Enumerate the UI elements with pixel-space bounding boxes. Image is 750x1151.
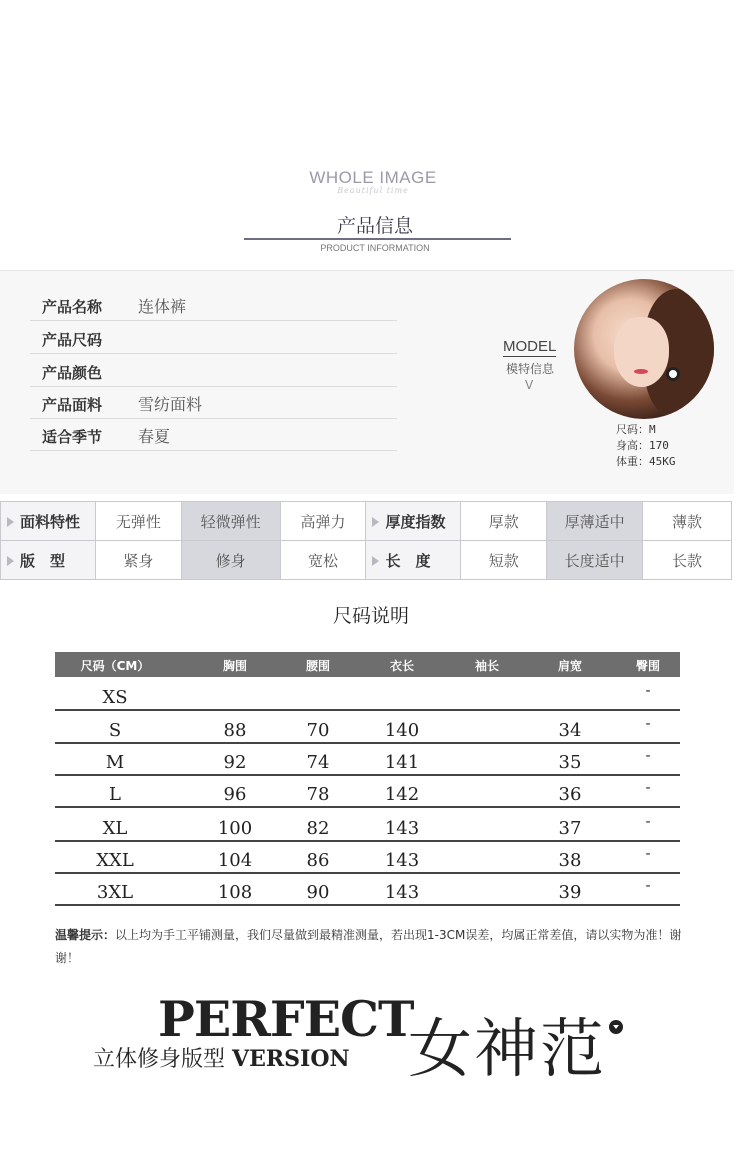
size-cell: 78 <box>306 784 330 805</box>
attribute-row <box>30 386 397 419</box>
feature-head: 面料特性 <box>1 502 96 541</box>
size-cell: 34 <box>558 720 582 741</box>
attribute-row <box>30 354 397 387</box>
model-arrow: V <box>525 378 534 392</box>
note-text: 以上均为手工平铺测量，我们尽量做到最精准测量，若出现1-3CM误差，均属正常差值，请以实物为准！谢谢！ <box>55 928 682 965</box>
size-column-header: 衣长 <box>389 659 415 673</box>
attribute-value: 春夏 <box>138 427 171 446</box>
attribute-label: 产品面料 <box>42 396 103 414</box>
chevron-down-icon <box>609 1020 623 1034</box>
size-chart-title: 尺码说明 <box>332 605 409 627</box>
size-cell: - <box>645 716 651 732</box>
size-row <box>55 712 680 744</box>
feature-option: 修身 <box>181 541 280 580</box>
size-cell: 35 <box>558 752 582 773</box>
attribute-row <box>30 418 397 451</box>
goddess-heading: 女神范 <box>408 1013 606 1087</box>
model-stats <box>616 422 676 470</box>
size-column-header: 臀围 <box>635 659 661 673</box>
size-cell: XXL <box>96 850 134 871</box>
size-cell: XL <box>102 818 128 839</box>
size-cell: - <box>645 878 651 894</box>
model-height: 身高：170 <box>616 439 669 452</box>
model-size: 尺码：M <box>616 423 656 436</box>
feature-option: 轻微弹性 <box>181 502 280 541</box>
size-cell: 37 <box>558 818 582 839</box>
size-cell: 36 <box>558 784 582 805</box>
size-cell: 74 <box>306 752 330 773</box>
size-cell: 142 <box>384 784 420 805</box>
model-sub-label: 模特信息 <box>506 362 555 376</box>
feature-head: 厚度指数 <box>366 502 461 541</box>
size-cell: - <box>645 814 651 830</box>
size-cell: - <box>645 748 651 764</box>
size-cell: 70 <box>306 720 330 741</box>
size-cell: L <box>109 784 121 805</box>
header-section <box>0 0 750 270</box>
feature-option: 短款 <box>461 541 547 580</box>
triangle-icon <box>372 517 379 527</box>
product-info-subtitle: PRODUCT INFORMATION <box>320 243 430 253</box>
size-column-header: 尺码（CM） <box>80 659 150 673</box>
script-subtitle: Beautiful time <box>337 186 409 195</box>
model-photo <box>574 279 714 419</box>
size-cell: 90 <box>306 882 330 903</box>
size-row <box>55 744 680 776</box>
version-chinese: 立体修身版型 <box>93 1047 226 1072</box>
model-label: MODEL <box>503 338 557 355</box>
model-face <box>614 317 669 387</box>
attribute-label: 产品名称 <box>42 298 103 316</box>
size-row <box>55 810 680 842</box>
size-cell: S <box>108 720 122 741</box>
size-table-header <box>55 652 680 677</box>
size-cell: 100 <box>217 818 253 839</box>
attribute-label: 产品颜色 <box>42 364 103 382</box>
whole-image-title: WHOLE IMAGE <box>309 168 437 187</box>
size-cell: - <box>645 780 651 796</box>
size-row <box>55 874 680 906</box>
attribute-value: 雪纺面料 <box>138 395 203 414</box>
title-divider <box>244 238 511 240</box>
triangle-icon <box>7 556 14 566</box>
size-cell: 96 <box>223 784 247 805</box>
size-column-header: 袖长 <box>474 659 500 673</box>
attribute-label: 适合季节 <box>42 428 103 446</box>
size-row <box>55 842 680 874</box>
feature-option: 高弹力 <box>280 502 366 541</box>
size-column-header: 腰围 <box>305 659 331 673</box>
feature-option: 厚款 <box>461 502 547 541</box>
triangle-icon <box>372 556 379 566</box>
model-earring <box>666 367 680 381</box>
feature-row <box>1 541 732 580</box>
feature-head: 长 度 <box>366 541 461 580</box>
size-cell: 140 <box>384 720 420 741</box>
size-cell: 141 <box>384 752 420 773</box>
version-subheading <box>93 1042 350 1073</box>
size-column-header: 肩宽 <box>557 659 583 673</box>
feature-option: 长度适中 <box>547 541 643 580</box>
attribute-label: 产品尺码 <box>42 331 103 349</box>
feature-head: 版 型 <box>1 541 96 580</box>
size-cell: XS <box>102 687 128 708</box>
note-label: 温馨提示： <box>55 928 116 942</box>
perfect-heading: PERFECT <box>158 990 414 1048</box>
size-row <box>55 776 680 808</box>
attribute-row <box>30 321 397 354</box>
size-cell: 82 <box>306 818 330 839</box>
size-cell: 39 <box>558 882 582 903</box>
size-cell: 143 <box>384 818 420 839</box>
feature-option: 紧身 <box>95 541 181 580</box>
feature-option: 薄款 <box>643 502 732 541</box>
feature-option: 长款 <box>643 541 732 580</box>
size-cell: 38 <box>558 850 582 871</box>
size-cell: 88 <box>223 720 247 741</box>
attribute-row <box>30 288 397 321</box>
attribute-value: 连体裤 <box>138 297 187 316</box>
feature-option: 宽松 <box>280 541 366 580</box>
model-weight: 体重：45KG <box>616 455 676 468</box>
size-cell: - <box>645 683 651 699</box>
triangle-icon <box>7 517 14 527</box>
size-cell: - <box>645 846 651 862</box>
size-cell: 104 <box>217 850 253 871</box>
size-cell: 3XL <box>96 882 134 903</box>
model-lips <box>634 369 648 374</box>
size-row <box>55 679 680 711</box>
version-english: VERSION <box>232 1046 350 1072</box>
size-cell: 86 <box>306 850 330 871</box>
feature-row <box>1 502 732 541</box>
size-cell: 143 <box>384 882 420 903</box>
size-cell: 143 <box>384 850 420 871</box>
product-info-title: 产品信息 <box>336 215 413 237</box>
size-cell: 92 <box>223 752 247 773</box>
size-cell: M <box>105 752 125 773</box>
measurement-note <box>55 924 685 970</box>
feature-option: 无弹性 <box>95 502 181 541</box>
size-cell: 108 <box>217 882 253 903</box>
feature-option: 厚薄适中 <box>547 502 643 541</box>
size-column-header: 胸围 <box>222 659 248 673</box>
feature-table <box>0 501 732 580</box>
